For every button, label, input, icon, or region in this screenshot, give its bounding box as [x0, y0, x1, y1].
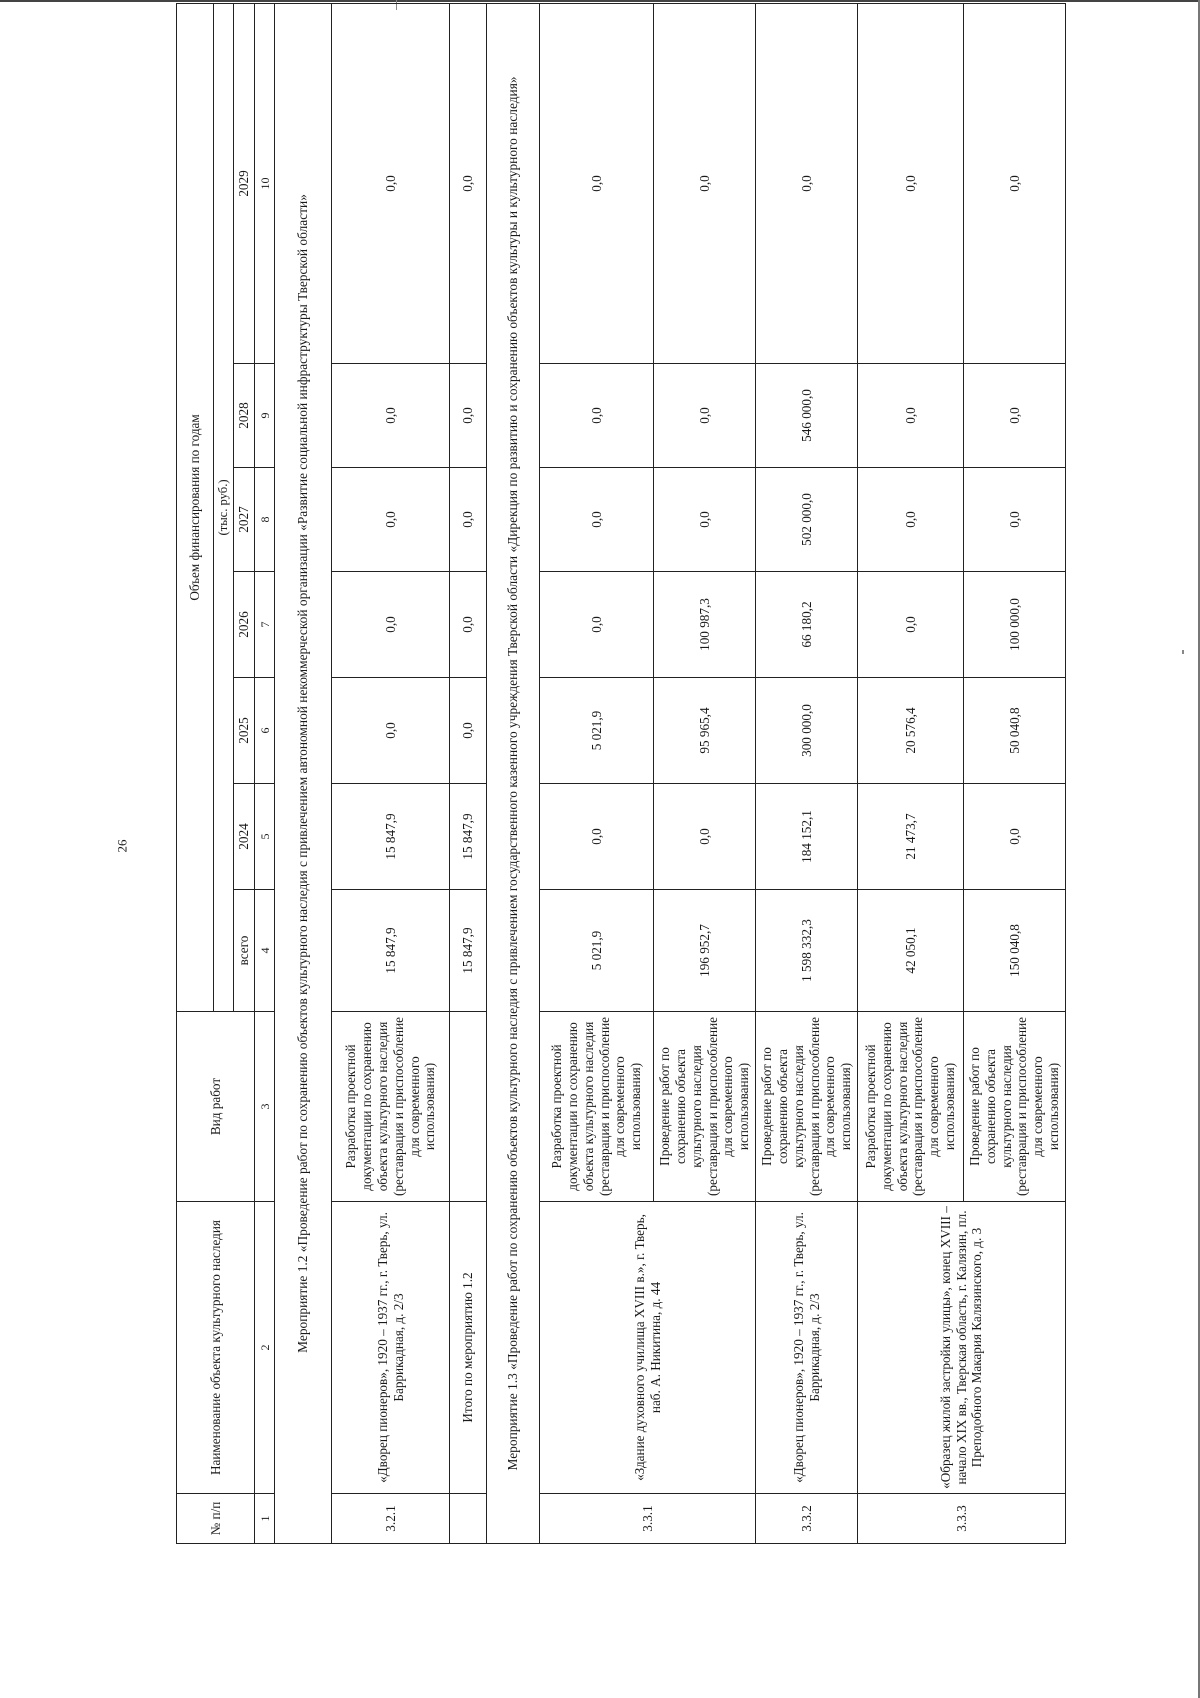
value-2025: 50 040,8: [963, 678, 1065, 784]
column-index: 2: [255, 1202, 275, 1494]
column-index: 6: [255, 678, 275, 784]
work-type: Проведение работ по сохранению объекта культурного наследия (реставрация и приспособление для современного использования): [654, 1012, 756, 1202]
value-2025: 5 021,9: [540, 678, 654, 784]
value-2027: 0,0: [858, 468, 964, 572]
value-total: 196 952,7: [654, 890, 756, 1012]
header-units: (тыс. руб.): [213, 3, 233, 1011]
value-2028: 546 000,0: [756, 364, 858, 468]
value-2024: 0,0: [540, 784, 654, 890]
work-type: Разработка проектной документации по сохранению объекта культурного наследия (реставрация и приспособление для современного использования): [540, 1012, 654, 1202]
value-total: 15 847,9: [332, 890, 450, 1012]
value-2029: 0,0: [654, 3, 756, 363]
header-total: всего: [234, 890, 255, 1012]
value-2026: 0,0: [332, 572, 450, 678]
header-year-2028: 2028: [234, 364, 255, 468]
scan-mark: [1182, 650, 1184, 654]
value-2024: 184 152,1: [756, 784, 858, 890]
header-year-2027: 2027: [234, 468, 255, 572]
value-2029: 0,0: [450, 3, 487, 363]
value-2026: 100 000,0: [963, 572, 1065, 678]
rotated-page-content: [176, 76, 1066, 1544]
value-2026: 0,0: [540, 572, 654, 678]
column-index: 4: [255, 890, 275, 1012]
value-total: 150 040,8: [963, 890, 1065, 1012]
value-2024: 0,0: [963, 784, 1065, 890]
column-index: 5: [255, 784, 275, 890]
value-2025: 300 000,0: [756, 678, 858, 784]
value-2028: 0,0: [963, 364, 1065, 468]
section-heading-1-3: Мероприятие 1.3 «Проведение работ по сохранению объектов культурного наследия с привлечением государственного казенного учреждения Тверской области «Дирекция по развитию и сохранению объектов культуры и культурного наследия»: [487, 3, 540, 1543]
work-type: Проведение работ по сохранению объекта культурного наследия (реставрация и приспособление для современного использования): [963, 1012, 1065, 1202]
row-number-empty: [450, 1494, 487, 1544]
value-2024: 21 473,7: [858, 784, 964, 890]
value-2025: 0,0: [450, 678, 487, 784]
work-type: Разработка проектной документации по сохранению объекта культурного наследия (реставрация и приспособление для современного использования): [332, 1012, 450, 1202]
value-2025: 95 965,4: [654, 678, 756, 784]
work-type: Разработка проектной документации по сохранению объекта культурного наследия (реставрация и приспособление для современного использования): [858, 1012, 964, 1202]
value-2029: 0,0: [756, 3, 858, 363]
header-funding-volume: Объем финансирования по годам: [177, 3, 214, 1011]
scan-edge-top: [0, 0, 1200, 2]
column-index: 8: [255, 468, 275, 572]
value-total: 5 021,9: [540, 890, 654, 1012]
header-work-type: Вид работ: [177, 1012, 255, 1202]
page-number: 26: [114, 839, 130, 853]
funding-table: [176, 3, 1066, 1544]
column-index: 3: [255, 1012, 275, 1202]
section-heading-1-2: Мероприятие 1.2 «Проведение работ по сохранению объектов культурного наследия с привлечением автономной некоммерческой организации «Развитие социальной инфраструктуры Тверской области»: [275, 3, 332, 1543]
value-2028: 0,0: [858, 364, 964, 468]
total-label: Итого по мероприятию 1.2: [450, 1202, 487, 1494]
header-year-2026: 2026: [234, 572, 255, 678]
value-2029: 0,0: [858, 3, 964, 363]
value-2026: 0,0: [858, 572, 964, 678]
value-2027: 0,0: [540, 468, 654, 572]
value-2029: 0,0: [963, 3, 1065, 363]
object-name: «Здание духовного училища XVIII в.», г. Тверь, наб. А. Никитина, д. 44: [540, 1202, 756, 1494]
value-2028: 0,0: [450, 364, 487, 468]
value-2026: 66 180,2: [756, 572, 858, 678]
value-2028: 0,0: [332, 364, 450, 468]
column-index: 10: [255, 3, 275, 363]
value-2029: 0,0: [332, 3, 450, 363]
header-year-2029: 2029: [234, 3, 255, 363]
value-2027: 0,0: [332, 468, 450, 572]
value-2026: 100 987,3: [654, 572, 756, 678]
column-index: 1: [255, 1494, 275, 1544]
value-total: 15 847,9: [450, 890, 487, 1012]
value-2027: 0,0: [450, 468, 487, 572]
header-num: № п/п: [177, 1494, 255, 1544]
value-2027: 502 000,0: [756, 468, 858, 572]
object-name: «Дворец пионеров», 1920 – 1937 гг., г. Тверь, ул. Баррикадная, д. 2/3: [756, 1202, 858, 1494]
value-2029: 0,0: [540, 3, 654, 363]
object-name: «Образец жилой застройки улицы», конец XVIII – начало XIX вв., Тверская область, г. Калязин, пл. Преподобного Макария Калязинского, д. 3: [858, 1202, 1066, 1494]
value-2028: 0,0: [654, 364, 756, 468]
value-2024: 15 847,9: [450, 784, 487, 890]
value-2027: 0,0: [654, 468, 756, 572]
column-index: 9: [255, 364, 275, 468]
header-object-name: Наименование объекта культурного наследия: [177, 1202, 255, 1494]
value-2024: 0,0: [654, 784, 756, 890]
work-type-empty: [450, 1012, 487, 1202]
column-index: 7: [255, 572, 275, 678]
header-year-2024: 2024: [234, 784, 255, 890]
value-total: 1 598 332,3: [756, 890, 858, 1012]
value-2025: 0,0: [332, 678, 450, 784]
value-2026: 0,0: [450, 572, 487, 678]
header-year-2025: 2025: [234, 678, 255, 784]
value-2027: 0,0: [963, 468, 1065, 572]
value-2025: 20 576,4: [858, 678, 964, 784]
value-2028: 0,0: [540, 364, 654, 468]
row-number: 3.3.2: [756, 1494, 858, 1544]
row-number: 3.3.1: [540, 1494, 756, 1544]
value-2024: 15 847,9: [332, 784, 450, 890]
value-total: 42 050,1: [858, 890, 964, 1012]
work-type: Проведение работ по сохранению объекта культурного наследия (реставрация и приспособление для современного использования): [756, 1012, 858, 1202]
row-number: 3.2.1: [332, 1494, 450, 1544]
row-number: 3.3.3: [858, 1494, 1066, 1544]
object-name: «Дворец пионеров», 1920 – 1937 гг., г. Тверь, ул. Баррикадная, д. 2/3: [332, 1202, 450, 1494]
